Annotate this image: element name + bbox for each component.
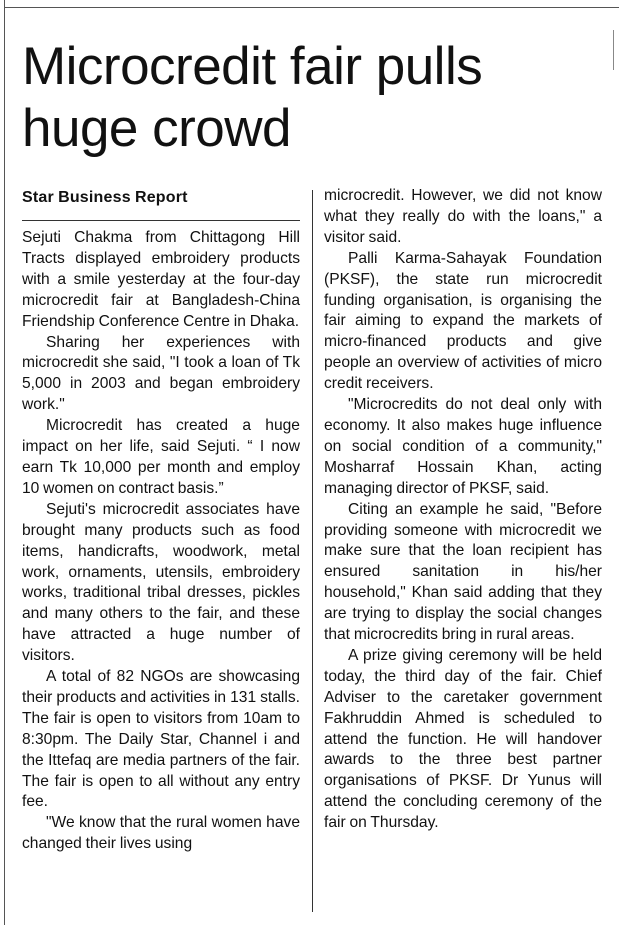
paragraph: A prize giving ceremony will be held today, the third day of the fair. Chief Adviser to the caretaker government Fakhruddin Ahmed is scheduled to attend the function. He will handover awards to the three best partner organisations of PKSF. Dr Yunus will attend the concluding ceremony of the fair on Thursday. (324, 646, 602, 832)
page-edge-right (613, 30, 614, 70)
column-1 (22, 186, 300, 855)
paragraph-continued: microcredit. However, we did not know what they really do with the loans," a visitor said. (324, 187, 602, 246)
byline: Star Business Report (22, 188, 300, 221)
paragraph: Citing an example he said, "Before providing someone with microcredit we make sure that the loan recipient has ensured sanitation in his/her household," Khan said adding that they are trying to display the social changes that microcredits bring in rural areas. (324, 500, 602, 644)
headline: Microcredit fair pulls huge crowd (22, 37, 483, 158)
paragraph: "We know that the rural women have changed their lives using (22, 814, 300, 853)
page-edge-top (4, 7, 619, 8)
paragraph: Sejuti Chakma from Chittagong Hill Tracts displayed embroidery products with a smile yesterday at the four-day microcredit fair at Bangladesh-China Friendship Conference Centre in Dhaka. (22, 229, 300, 330)
paragraph: Sharing her experiences with microcredit she said, "I took a loan of Tk 5,000 in 2003 and began embroidery work." (22, 333, 300, 414)
page-edge-left (4, 0, 5, 925)
paragraph: Sejuti's microcredit associates have brought many products such as food items, handicrafts, woodwork, metal work, ornaments, utensils, embroidery works, traditional tribal dresses, pickles and many others to the fair, and these have attracted a huge number of visitors. (22, 500, 300, 665)
paragraph: Microcredit has created a huge impact on her life, said Sejuti. “ I now earn Tk 10,000 per month and employ 10 women on contract basis.” (22, 417, 300, 497)
paragraph: A total of 82 NGOs are showcasing their products and activities in 131 stalls. The fair is open to visitors from 10am to 8:30pm. The Daily Star, Channel i and the Ittefaq are media partners of the fair. The fair is open to all without any entry fee. (22, 668, 300, 811)
column-2 (324, 186, 602, 834)
paragraph: "Microcredits do not deal only with economy. It also makes huge influence on social condition of a community," Mosharraf Hossain Khan, acting managing director of PKSF, said. (324, 396, 602, 497)
paragraph: Palli Karma-Sahayak Foundation (PKSF), the state run microcredit funding organisation, is organising the fair aiming to expand the markets of micro-financed products and give people an overview of activities of micro credit receivers. (324, 249, 602, 393)
column-rule (312, 190, 313, 912)
